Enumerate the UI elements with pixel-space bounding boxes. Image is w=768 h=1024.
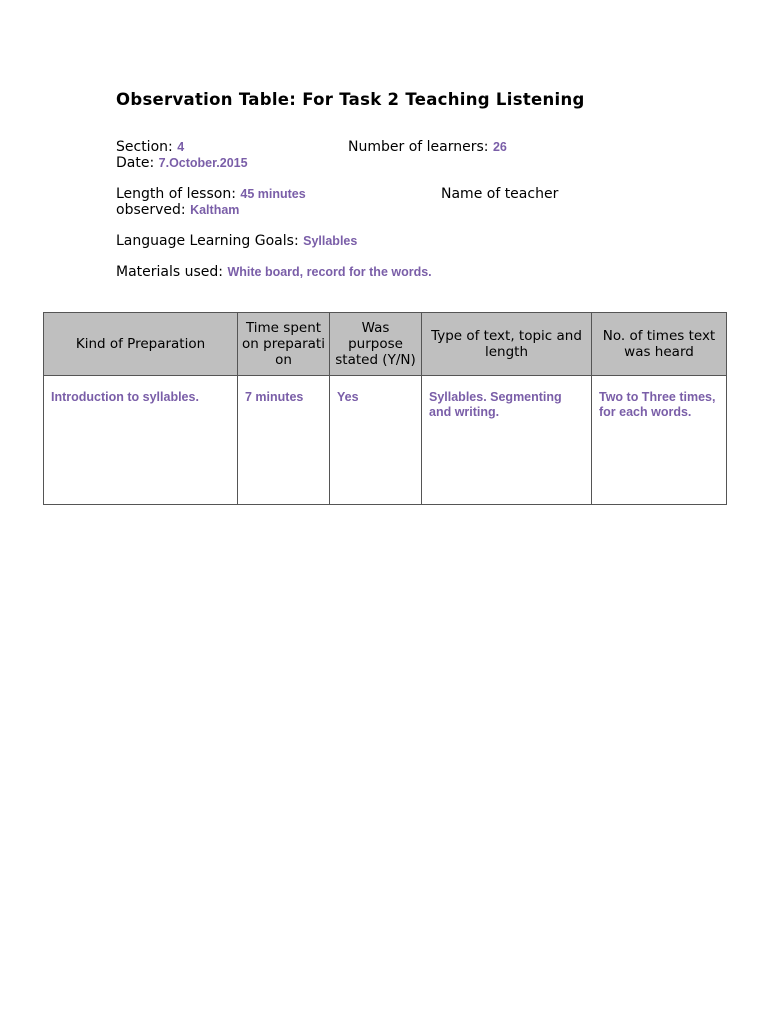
teacher-value: Kaltham [190, 203, 240, 217]
teacher-line [116, 202, 239, 218]
header-time-spent: Time spent on preparati on [238, 313, 330, 376]
cell-purpose-stated: Yes [330, 376, 422, 505]
materials-value: White board, record for the words. [227, 265, 432, 279]
section-value: 4 [177, 140, 185, 154]
learners-line [348, 139, 507, 155]
table-header-row [44, 313, 727, 376]
section-line [116, 139, 184, 155]
date-line [116, 155, 248, 171]
header-kind-of-preparation: Kind of Preparation [44, 313, 238, 376]
learners-label: Number of learners: [348, 139, 489, 155]
cell-type-of-text: Syllables. Segmenting and writing. [422, 376, 592, 505]
teacher-label: Name of teacher [441, 186, 559, 202]
goals-label: Language Learning Goals: [116, 233, 299, 249]
materials-line [116, 264, 432, 280]
cell-time-spent: 7 minutes [238, 376, 330, 505]
document-title: Observation Table: For Task 2 Teaching Listening [116, 90, 585, 109]
header-purpose-stated: Was purpose stated (Y/N) [330, 313, 422, 376]
goals-line [116, 233, 357, 249]
lesson-length-label: Length of lesson: [116, 186, 236, 202]
lesson-length-line [116, 186, 306, 202]
lesson-length-value: 45 minutes [240, 187, 306, 201]
header-times-heard: No. of times text was heard [592, 313, 727, 376]
goals-value: Syllables [303, 234, 358, 248]
observation-table [43, 312, 727, 505]
cell-times-heard: Two to Three times, for each words. [592, 376, 727, 505]
materials-label: Materials used: [116, 264, 224, 280]
cell-kind-of-preparation: Introduction to syllables. [44, 376, 238, 505]
learners-value: 26 [492, 140, 507, 154]
date-label: Date: [116, 155, 155, 171]
section-label: Section: [116, 139, 173, 155]
header-type-of-text: Type of text, topic and length [422, 313, 592, 376]
table-row [44, 376, 727, 505]
teacher-label-cont: observed: [116, 202, 186, 218]
date-value: 7.October.2015 [158, 156, 248, 170]
